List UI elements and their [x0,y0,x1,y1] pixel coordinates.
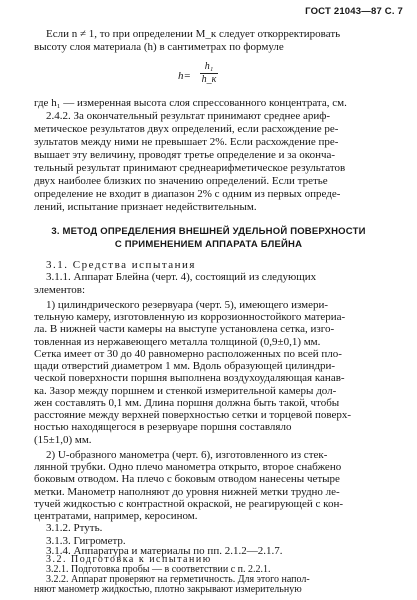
text-line: двух наиболее близких по значению определений. Если третье [34,175,328,187]
text-line: вышает эту величину, проводят третье определение и за оконча- [34,149,336,161]
text-line: 1) цилиндрического резервуара (черт. 5), имеющего измери- [46,298,329,311]
text-line: няют манометр жидкостью, плотно закрывают измерительную [34,583,302,595]
formula [178,61,218,85]
text-line: 3.1.1. Аппарат Блейна (черт. 4), состоящий из следующих [46,271,317,284]
text-line: элементов: [34,283,86,296]
text-line: Если n ≠ 1, то при определении M_к следует откорректировать [46,28,341,40]
text-line: высоту слоя материала (h) в сантиметрах по формуле [34,41,284,53]
text-line: 2) U-образного манометра (черт. 6), изготовленного из стек- [46,448,328,461]
text-line: жен составлять 0,1 мм. Длина поршня должна быть такой, чтобы [34,396,340,409]
text-line: 3.2.1. Подготовка пробы — в соответствии с п. 2.2.1. [46,563,271,575]
text-line: боковым отводом. На плечо с боковым отводом нанесены четыре [34,473,340,486]
text-line: где h₁ — измеренная высота слоя спрессованного концентрата, см. [34,97,347,109]
page-header: ГОСТ 21043—87 С. 7 [305,6,403,17]
text-line: товленная из нержавеющего металла толщиной (0,9±0,1) мм. [34,335,321,348]
text-line: ческой поверхности поршня выполнена воздухоудаляющая канав- [34,372,345,385]
text-line: тучей жидкостью с контрастной окраской, не реагирующей с кон- [34,497,343,510]
text-line: 3.1.4. Аппаратура и материалы по пп. 2.1.2—2.1.7. [46,544,283,557]
text-line: центратами, например, керосином. [34,510,198,522]
text-line: тельную камеру, изготовленную из коррозионностойкого материа- [34,311,346,323]
text-line: лений, испытание признает недействительным. [34,201,257,213]
text-line: 3.1.2. Ртуть. [46,522,103,535]
text-line: ностью находящегося в резервуаре поршня составляло [34,421,292,434]
text-line: ла. В нижней части камеры на выступе установлена сетка, изго- [34,323,335,336]
text-line: расстояние между верхней поверхностью сетки и торцевой поверх- [34,409,352,421]
text-line: тельный результат принимают среднеарифметическое результатов [34,162,346,174]
subsection-heading: 3.1. Средства испытания [46,259,196,271]
formula-numerator: h₁ [204,61,214,72]
text-line: метки. Манометр наполняют до уровня нижней метки трудно ле- [34,485,340,498]
subsection-heading: 3.2. Подготовка к испытанию [46,553,212,565]
text-line: Сетка имеет от 30 до 40 равномерно расположенных по всей пло- [34,347,342,360]
text-line: метическое результатов двух определений, если расхождение ре- [34,123,339,135]
text-line: 3.1.3. Гигрометр. [46,534,126,547]
formula-lhs: h= [178,70,191,82]
section-heading: С ПРИМЕНЕНИЕМ АППАРАТА БЛЕЙНА [114,239,303,250]
text-line: щади отверстий диаметром 1 мм. Вдоль образующей цилиндри- [34,360,336,372]
formula-denominator: h_к [201,74,217,85]
text-line: (15±1,0) мм. [34,433,92,446]
text-line: лянной трубки. Одно плечо манометра открыто, второе снабжено [34,461,342,473]
text-line: зультатов между ними не превышает 2%. Если расхождение пре- [34,136,339,148]
text-line: определение не входит в диапазон 2% с одним из первых опреде- [34,188,341,200]
text-line: 2.4.2. За окончательный результат принимают среднее ариф- [46,110,331,122]
section-heading: 3. МЕТОД ОПРЕДЕЛЕНИЯ ВНЕШНЕЙ УДЕЛЬНОЙ ПОВЕРХНОСТИ [51,226,366,237]
text-line: ка. Зазор между поршнем и стенкой измерительной камеры дол- [34,384,337,397]
text-line: 3.2.2. Аппарат проверяют на герметичность. Для этого напол- [46,573,310,585]
